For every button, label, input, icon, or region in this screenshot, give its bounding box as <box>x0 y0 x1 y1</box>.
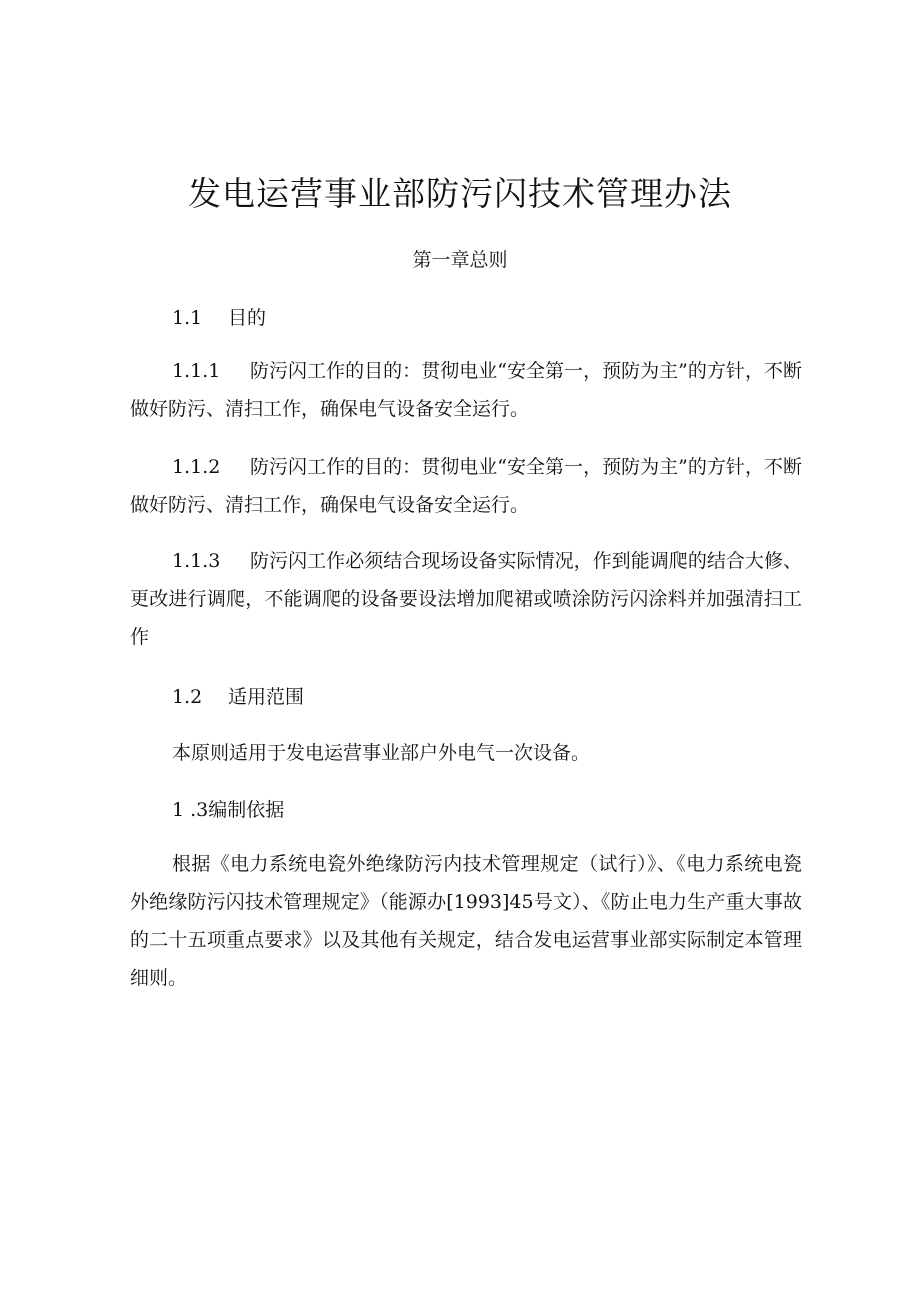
section-heading-1-1 <box>172 304 266 332</box>
section-heading-1-3: 1 .3编制依据 <box>172 799 285 821</box>
paragraph-text: 防污闪工作的目的：贯彻电业“安全第一，预防为主”的方针，不断做好防污、清扫工作，确保电气设备安全运行。 <box>130 360 802 420</box>
scope-paragraph: 本原则适用于发电运营事业部户外电气一次设备。 <box>172 742 591 764</box>
paragraph-1-1-2 <box>130 448 802 524</box>
paragraph-text: 防污闪工作的目的：贯彻电业“安全第一，预防为主”的方针，不断做好防污、清扫工作，确保电气设备安全运行。 <box>130 456 802 516</box>
section-label: 目的 <box>228 307 267 329</box>
document-title: 发电运营事业部防污闪技术管理办法 <box>188 174 732 213</box>
paragraph-number: 1.1.1 <box>172 360 221 382</box>
section-label: 适用范围 <box>228 686 305 708</box>
section-heading-1-2 <box>172 683 304 711</box>
chapter-heading: 第一章总则 <box>412 249 508 271</box>
paragraph-text: 防污闪工作必须结合现场设备实际情况，作到能调爬的结合大修、更改进行调爬，不能调爬的设备要设法增加爬裙或喷涂防污闪涂料并加强清扫工作 <box>130 550 802 648</box>
section-number: 1.2 <box>172 686 203 708</box>
basis-paragraph: 根据《电力系统电瓷外绝缘防污内技术管理规定（试行）》、《电力系统电瓷外绝缘防污闪技术管理规定》（能源办[1993]45号文）、《防止电力生产重大事故的二十五项重点要求》以及其他有关规定，结合发电运营事业部实际制定本管理细则。 <box>130 853 802 989</box>
paragraph-number: 1.1.3 <box>172 550 221 572</box>
paragraph-1-1-3 <box>130 542 802 656</box>
section-number: 1.1 <box>172 307 203 329</box>
paragraph-1-1-1 <box>130 352 802 428</box>
paragraph-number: 1.1.2 <box>172 456 221 478</box>
